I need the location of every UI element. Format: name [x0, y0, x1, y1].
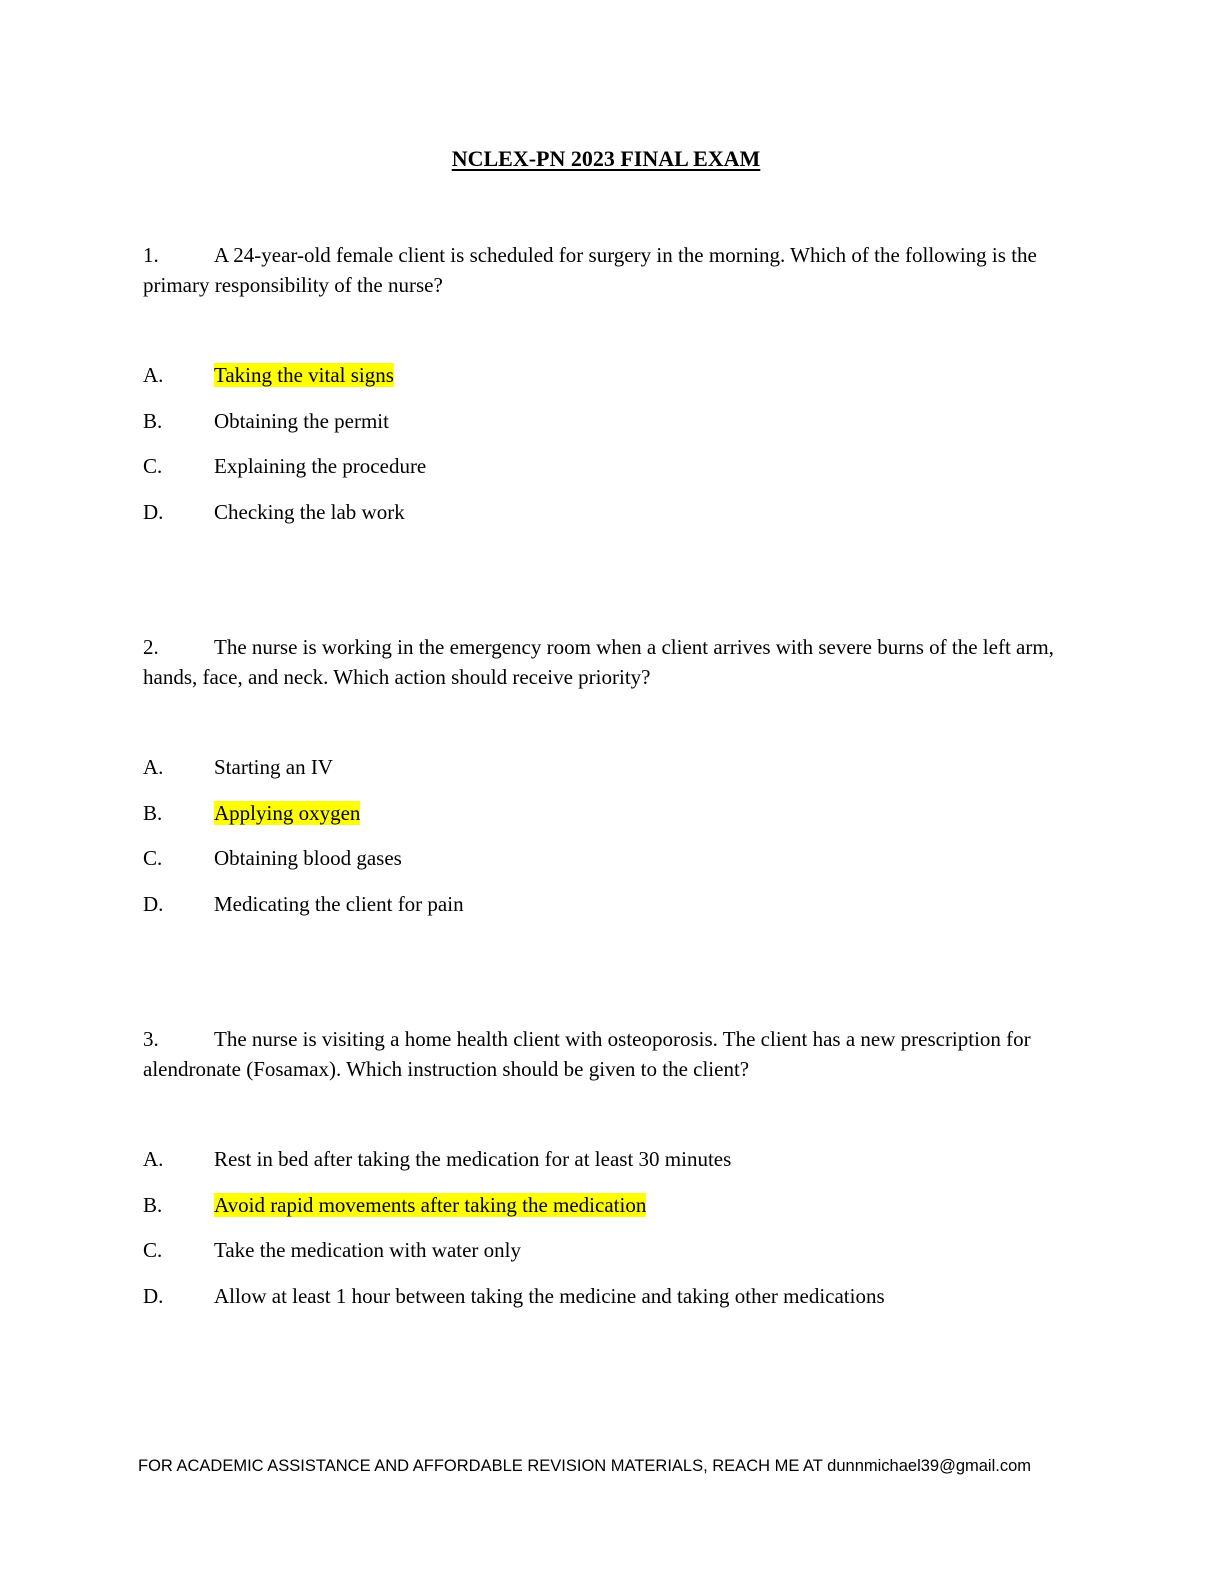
option-text: Allow at least 1 hour between taking the medicine and taking other medications	[214, 1283, 885, 1308]
option-b[interactable]	[143, 1190, 1063, 1236]
option-text: Medicating the client for pain	[214, 891, 464, 916]
question-1	[143, 240, 1063, 300]
option-letter: C.	[143, 1238, 163, 1262]
option-text: Explaining the procedure	[214, 454, 427, 478]
question-number: 1.	[143, 243, 159, 267]
footer-contact: FOR ACADEMIC ASSISTANCE AND AFFORDABLE REVISION MATERIALS, REACH ME AT dunnmichael39@gmail.com	[138, 1457, 1032, 1475]
option-d[interactable]	[143, 1281, 1063, 1327]
option-text: Obtaining blood gases	[214, 846, 402, 870]
question-3-options	[143, 1144, 1063, 1326]
option-text: Take the medication with water only	[214, 1238, 522, 1262]
question-text: The nurse is working in the emergency room when a client arrives with severe burns of the left arm, hands, face, and neck. Which action should receive priority?	[143, 635, 1054, 689]
question-text: A 24-year-old female client is scheduled for surgery in the morning. Which of the following is the primary responsibility of the nurse?	[143, 243, 1037, 297]
question-number: 2.	[143, 635, 159, 659]
option-a[interactable]	[143, 752, 1063, 798]
option-letter: A.	[143, 1147, 164, 1171]
question-number: 3.	[143, 1027, 159, 1051]
option-d[interactable]	[143, 889, 1063, 935]
question-text: The nurse is visiting a home health client with osteoporosis. The client has a new prescription for alendronate (Fosamax). Which instruction should be given to the client?	[143, 1027, 1031, 1081]
option-a[interactable]	[143, 1144, 1063, 1190]
question-1-options	[143, 360, 1063, 542]
option-text: Obtaining the permit	[214, 408, 389, 433]
option-text: Starting an IV	[214, 755, 333, 779]
option-letter: A.	[143, 755, 164, 779]
option-letter: D.	[143, 499, 164, 524]
option-letter: B.	[143, 1192, 163, 1217]
option-c[interactable]	[143, 1235, 1063, 1281]
option-letter: C.	[143, 846, 163, 870]
question-3	[143, 1024, 1063, 1084]
option-c[interactable]	[143, 451, 1063, 497]
option-letter: D.	[143, 891, 164, 916]
question-2-options	[143, 752, 1063, 934]
option-letter: B.	[143, 408, 163, 433]
option-letter: A.	[143, 363, 164, 387]
option-text: Checking the lab work	[214, 499, 405, 524]
option-text: Applying oxygen	[214, 800, 361, 825]
option-b[interactable]	[143, 406, 1063, 452]
option-letter: D.	[143, 1283, 164, 1308]
option-text: Avoid rapid movements after taking the medication	[214, 1192, 647, 1217]
option-text: Rest in bed after taking the medication for at least 30 minutes	[214, 1147, 732, 1171]
page-title: NCLEX-PN 2023 FINAL EXAM	[451, 146, 761, 171]
option-letter: C.	[143, 454, 163, 478]
option-letter: B.	[143, 800, 163, 825]
option-d[interactable]	[143, 497, 1063, 543]
option-c[interactable]	[143, 843, 1063, 889]
question-2	[143, 632, 1063, 692]
option-text: Taking the vital signs	[214, 363, 394, 387]
option-a[interactable]	[143, 360, 1063, 406]
option-b[interactable]	[143, 798, 1063, 844]
